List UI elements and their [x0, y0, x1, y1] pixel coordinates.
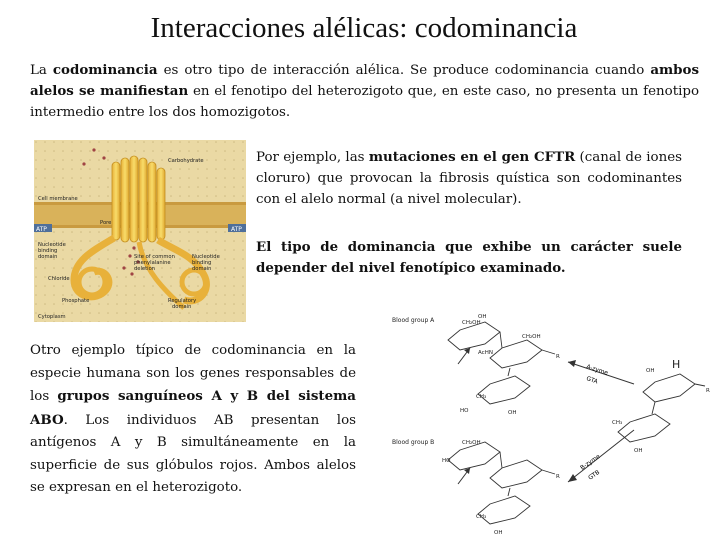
abo-paragraph — [30, 340, 356, 500]
dominance-note: El tipo de dominancia que exhibe un carácter suele depender del nivel fenotípico examinado. — [256, 239, 682, 276]
ch3-label: CH₃ — [476, 394, 487, 400]
r-label-3: R — [706, 388, 710, 394]
gtb-label: GTB — [587, 468, 602, 482]
achn-label: AcHN — [478, 350, 493, 356]
nbd-left-label: Nucleotide binding domain — [38, 242, 66, 260]
gta-label: GTA — [585, 375, 599, 386]
group-a-label: Blood group A — [392, 317, 435, 324]
intro-paragraph — [30, 60, 699, 123]
oh-label-5: OH — [634, 448, 643, 454]
b-zyme-label: B-zyme — [579, 452, 602, 472]
cftr-text: (canal de iones cloruro) que provocan la fibrosis quística son codominantes con el alelo normal (a nivel molecular). — [256, 150, 682, 207]
ch3-label-3: CH₃ — [612, 420, 623, 426]
abo-diagram — [390, 302, 715, 542]
abo-text: Otro ejemplo típico de codominancia en la especie humana son los genes responsables de los — [30, 343, 356, 404]
ch2oh-label-3: CH₂OH — [462, 440, 481, 446]
atp-right-label: ATP — [231, 226, 242, 233]
oh-label: OH — [478, 314, 487, 320]
chloride-label: Chloride — [48, 276, 70, 282]
cftr-diagram — [34, 140, 246, 322]
r-label-2: R — [556, 474, 560, 480]
cftr-bold: mutaciones en el gen CFTR — [368, 149, 576, 165]
cftr-paragraph — [256, 147, 682, 210]
slide-title: Interacciones alélicas: codominancia — [150, 12, 578, 44]
intro-bold-codominancia: codominancia — [52, 62, 158, 78]
abo-bold: grupos sanguíneos A y B del sistema ABO — [30, 388, 356, 428]
ch2oh-label-2: CH₂OH — [522, 334, 541, 340]
intro-bold-ambos-alelos: ambos alelos se manifiestan — [30, 62, 699, 99]
ho-label-2: HO — [442, 458, 451, 464]
cytoplasm-label: Cytoplasm — [38, 314, 66, 320]
ch2oh-label: CH₂OH — [462, 320, 481, 326]
h-label: H — [672, 358, 681, 371]
ch3-label-2: CH₃ — [476, 514, 487, 520]
group-b-label: Blood group B — [392, 439, 435, 446]
regulatory-label: Regulatory domain — [168, 298, 197, 310]
a-zyme-label: A-zyme — [585, 363, 609, 377]
site-label: Site of common phenylalanine deletion — [134, 254, 175, 272]
oh-label-2: OH — [508, 410, 517, 416]
nbd-right-label: Nucleotide binding domain — [192, 254, 220, 272]
pore-label: Pore — [100, 220, 112, 226]
a-zyme-arrow — [568, 360, 634, 386]
cftr-text: Por ejemplo, las — [256, 150, 369, 165]
oh-label-4: OH — [646, 368, 655, 374]
cell-membrane-label: Cell membrane — [38, 196, 78, 202]
phosphate-label: Phosphate — [62, 298, 90, 304]
carbohydrate-label: Carbohydrate — [168, 158, 204, 164]
intro-text: es otro tipo de interacción alélica. Se produce codominancia cuando — [157, 63, 651, 78]
intro-text: en el fenotipo del heterozigoto que, en este caso, no presenta un fenotipo intermedio entre los dos homozigotos. — [30, 84, 700, 120]
atp-left-label: ATP — [36, 226, 47, 233]
r-label: R — [556, 354, 560, 360]
ho-label: HO — [460, 408, 469, 414]
abo-text: . Los individuos AB presentan los antígenos A y B simultáneamente en la superficie de sus glóbulos rojos. Ambos alelos se expresan en el heterozigoto. — [30, 412, 356, 495]
intro-text: La — [30, 63, 53, 78]
oh-label-3: OH — [494, 530, 503, 536]
b-zyme-arrow — [568, 430, 634, 482]
